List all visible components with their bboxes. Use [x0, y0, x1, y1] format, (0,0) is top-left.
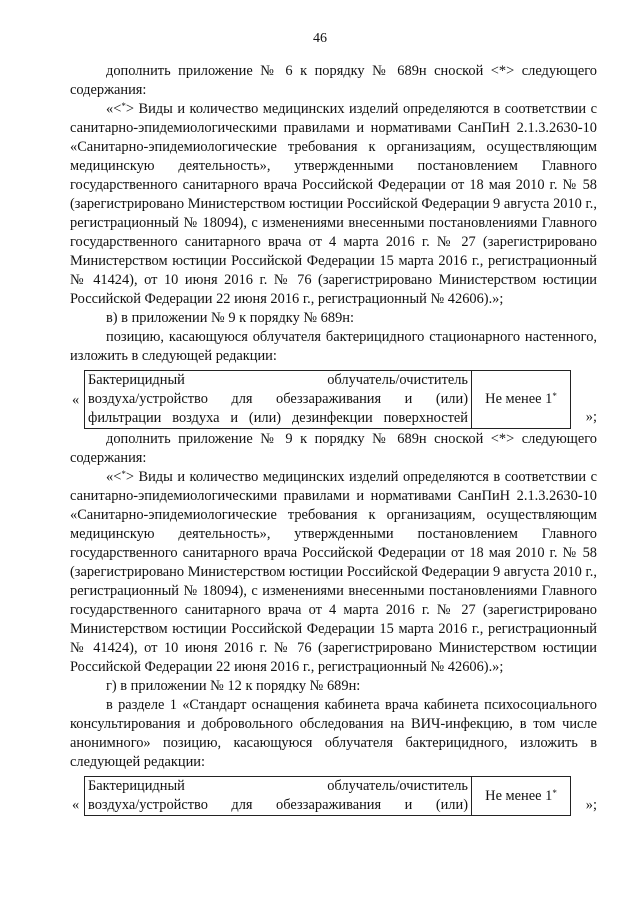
- page-number: 46: [313, 31, 327, 46]
- open-quote: «: [72, 797, 80, 813]
- footnote-text-1: «<*> Виды и количество медицинских изделий определяются в соответствии с санитарно-эпидемиологическими правилами и нормативами СанПиН 2.1.3.2630-10 «Санитарно-эпидемиологические требования к организациям, осуществляющим медицинскую деятельность», утвержденными постановлением Главного государственного санитарного врача Российской Федерации от 18 мая 2010 г. № 58 (зарегистрировано Министерством юстиции Российской Федерации 9 августа 2010 г., регистрационный № 18094), с изменениями внесенными постановлениями Главного государственного санитарного врача от 4 марта 2016 г. № 27 (зарегистрировано Министерством юстиции Российской Федерации 15 марта 2016 г., регистрационный № 41424), от 10 июня 2016 г. № 76 (зарегистрировано Министерством юстиции Российской Федерации 22 июня 2016 г., регистрационный № 42606).»;: [70, 101, 597, 307]
- equipment-table-1: [84, 370, 571, 429]
- close-quote: »;: [585, 797, 597, 813]
- paragraph-v: в) в приложении № 9 к порядку № 689н:: [106, 310, 354, 326]
- document-body: [70, 62, 597, 818]
- close-quote: »;: [585, 409, 597, 425]
- equipment-table-2: [84, 776, 571, 816]
- paragraph-add-footnote-6: дополнить приложение № 6 к порядку № 689н сноской <*> следующего содержания:: [70, 63, 597, 98]
- open-quote: «: [72, 392, 80, 408]
- footnote-text-2: «<*> Виды и количество медицинских изделий определяются в соответствии с санитарно-эпидемиологическими правилами и нормативами СанПиН 2.1.3.2630-10 «Санитарно-эпидемиологические требования к организациям, осуществляющим медицинскую деятельность», утвержденными постановлением Главного государственного санитарного врача Российской Федерации от 18 мая 2010 г. № 58 (зарегистрировано Министерством юстиции Российской Федерации 9 августа 2010 г., регистрационный № 18094), с изменениями внесенными постановлениями Главного государственного санитарного врача от 4 марта 2016 г. № 27 (зарегистрировано Министерством юстиции Российской Федерации 15 марта 2016 г., регистрационный № 41424), от 10 июня 2016 г. № 76 (зарегистрировано Министерством юстиции Российской Федерации 22 июня 2016 г., регистрационный № 42606).»;: [70, 469, 597, 675]
- quantity-cell: Не менее 1*: [472, 777, 571, 816]
- equipment-name-cell: Бактерицидный облучатель/очиститель воздуха/устройство для обеззараживания и (или): [85, 777, 472, 816]
- paragraph-add-footnote-9: дополнить приложение № 9 к порядку № 689н сноской <*> следующего содержания:: [70, 431, 597, 466]
- paragraph-position-1: позицию, касающуюся облучателя бактерицидного стационарного настенного, изложить в следующей редакции:: [70, 329, 597, 364]
- replacement-row-2: [70, 776, 597, 816]
- paragraph-g: г) в приложении № 12 к порядку № 689н:: [106, 678, 361, 694]
- paragraph-section-1: в разделе 1 «Стандарт оснащения кабинета врача кабинета психосоциального консультирования и добровольного обследования на ВИЧ-инфекцию, в том числе анонимного» позицию, касающуюся облучателя бактерицидного, изложить в следующей редакции:: [70, 697, 597, 770]
- replacement-row-1: [70, 370, 597, 428]
- quantity-cell: Не менее 1*: [472, 371, 571, 429]
- equipment-name-cell: Бактерицидный облучатель/очиститель воздуха/устройство для обеззараживания и (или) фильтрации воздуха и (или) дезинфекции поверхностей: [85, 371, 472, 429]
